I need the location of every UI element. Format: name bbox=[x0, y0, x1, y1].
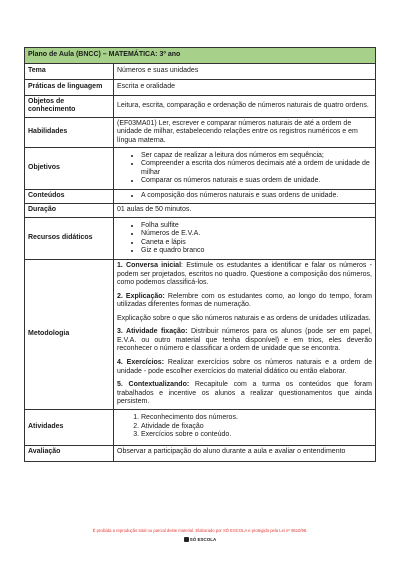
lesson-plan-table bbox=[24, 47, 376, 462]
table-header-row bbox=[25, 48, 376, 64]
list-item: 1. Reconhecimento dos números. bbox=[141, 414, 372, 423]
row-avaliacao bbox=[25, 445, 376, 461]
conteudos-label: Conteúdos bbox=[25, 190, 114, 204]
list-item: • Números de E.V.A. bbox=[141, 230, 372, 239]
list-item: 3. Exercícios sobre o conteúdo. bbox=[141, 431, 372, 440]
list-item: • Folha sulfite bbox=[141, 222, 372, 231]
objetivos-label: Objetivos bbox=[25, 148, 114, 190]
brand-logo bbox=[0, 537, 400, 542]
row-tema bbox=[25, 63, 376, 79]
row-objetivos bbox=[25, 148, 376, 190]
recursos-label: Recursos didáticos bbox=[25, 218, 114, 260]
row-atividades bbox=[25, 409, 376, 445]
recursos-list bbox=[117, 222, 372, 256]
row-metodologia bbox=[25, 260, 376, 409]
habilidades-label: Habilidades bbox=[25, 117, 114, 148]
atividades-label: Atividades bbox=[25, 409, 114, 445]
praticas-value: Escrita e oralidade bbox=[114, 79, 376, 95]
tema-label: Tema bbox=[25, 63, 114, 79]
metodologia-paragraph: Explicação sobre o que são números naturais e as ordens de unidades utilizadas. bbox=[117, 314, 371, 322]
list-item: • Ser capaz de realizar a leitura dos números em sequência; bbox=[141, 152, 372, 161]
metodologia-label: Metodologia bbox=[25, 260, 114, 409]
list-item: • Giz e quadro branco bbox=[141, 247, 372, 256]
avaliacao-label: Avaliação bbox=[25, 445, 114, 461]
logo-icon bbox=[184, 537, 189, 542]
list-item: • A composição dos números naturais e suas ordens de unidade. bbox=[141, 192, 372, 201]
objetos-label: Objetos de conhecimento bbox=[25, 95, 114, 117]
objetivos-list bbox=[117, 152, 372, 186]
list-item: 2. Atividade de fixação bbox=[141, 423, 372, 432]
list-item: • Caneta e lápis bbox=[141, 239, 372, 248]
duracao-label: Duração bbox=[25, 204, 114, 218]
list-item: • Compreender a escrita dos números decimais até a ordem de unidade de milhar bbox=[141, 160, 372, 177]
row-praticas bbox=[25, 79, 376, 95]
metodologia-paragraph: 3. Atividade fixação: Distribuir números para os alunos (pode ser em papel, E.V.A. ou outro material que tenha disponível) e em trios, eles deverão reconhecer o número e classificar a ordem de unidade que se encontra. bbox=[117, 328, 372, 353]
avaliacao-value: Observar a participação do aluno durante a aula e avaliar o entendimento bbox=[114, 445, 376, 461]
row-habilidades bbox=[25, 117, 376, 148]
row-duracao bbox=[25, 204, 376, 218]
duracao-value: 01 aulas de 50 minutos. bbox=[114, 204, 376, 218]
conteudos-list bbox=[117, 192, 372, 201]
row-conteudos bbox=[25, 190, 376, 204]
list-item: • Comparar os números naturais e suas ordem de unidade. bbox=[141, 177, 372, 186]
plan-title: Plano de Aula (BNCC) – MATEMÁTICA: 3º ano bbox=[25, 48, 376, 64]
habilidades-value: (EF03MA01) Ler, escrever e comparar números naturais de até a ordem de unidade de milhar, estabelecendo relações entre os registros numéricos e em língua materna. bbox=[114, 117, 376, 148]
copyright-notice: É proibida a reprodução total ou parcial deste material. Elaborado por SÓ ESCOLA e protegido pela Lei nº 9610/98. bbox=[92, 528, 308, 533]
praticas-label: Práticas de linguagem bbox=[25, 79, 114, 95]
metodologia-content bbox=[114, 260, 376, 409]
metodologia-paragraph: 4. Exercícios: Realizar exercícios sobre os números naturais e a ordem de unidade - pode escolher exercícios do material didático ou então elaborar. bbox=[117, 358, 372, 375]
atividades-list bbox=[117, 414, 372, 440]
row-recursos bbox=[25, 218, 376, 260]
row-objetos bbox=[25, 95, 376, 117]
metodologia-paragraph: 5. Contextualizando: Recapitule com a turma os conteúdos que foram trabalhados e incentive os alunos a realizar questionamentos que ainda persistem. bbox=[117, 381, 372, 406]
brand-name: SÓ ESCOLA bbox=[189, 537, 217, 542]
metodologia-paragraph: 2. Explicação: Relembre com os estudantes como, ao longo do tempo, foram utilizadas diferentes formas de numeração. bbox=[117, 292, 372, 309]
tema-value: Números e suas unidades bbox=[114, 63, 376, 79]
metodologia-paragraph: 1. Conversa inicial: Estimule os estudantes a identificar e falar os números - podem ser projetados, escritos no quadro. Questione a composição dos números, como podemos classificá-los. bbox=[117, 262, 372, 287]
objetos-value: Leitura, escrita, comparação e ordenação de números naturais de quatro ordens. bbox=[114, 95, 376, 117]
